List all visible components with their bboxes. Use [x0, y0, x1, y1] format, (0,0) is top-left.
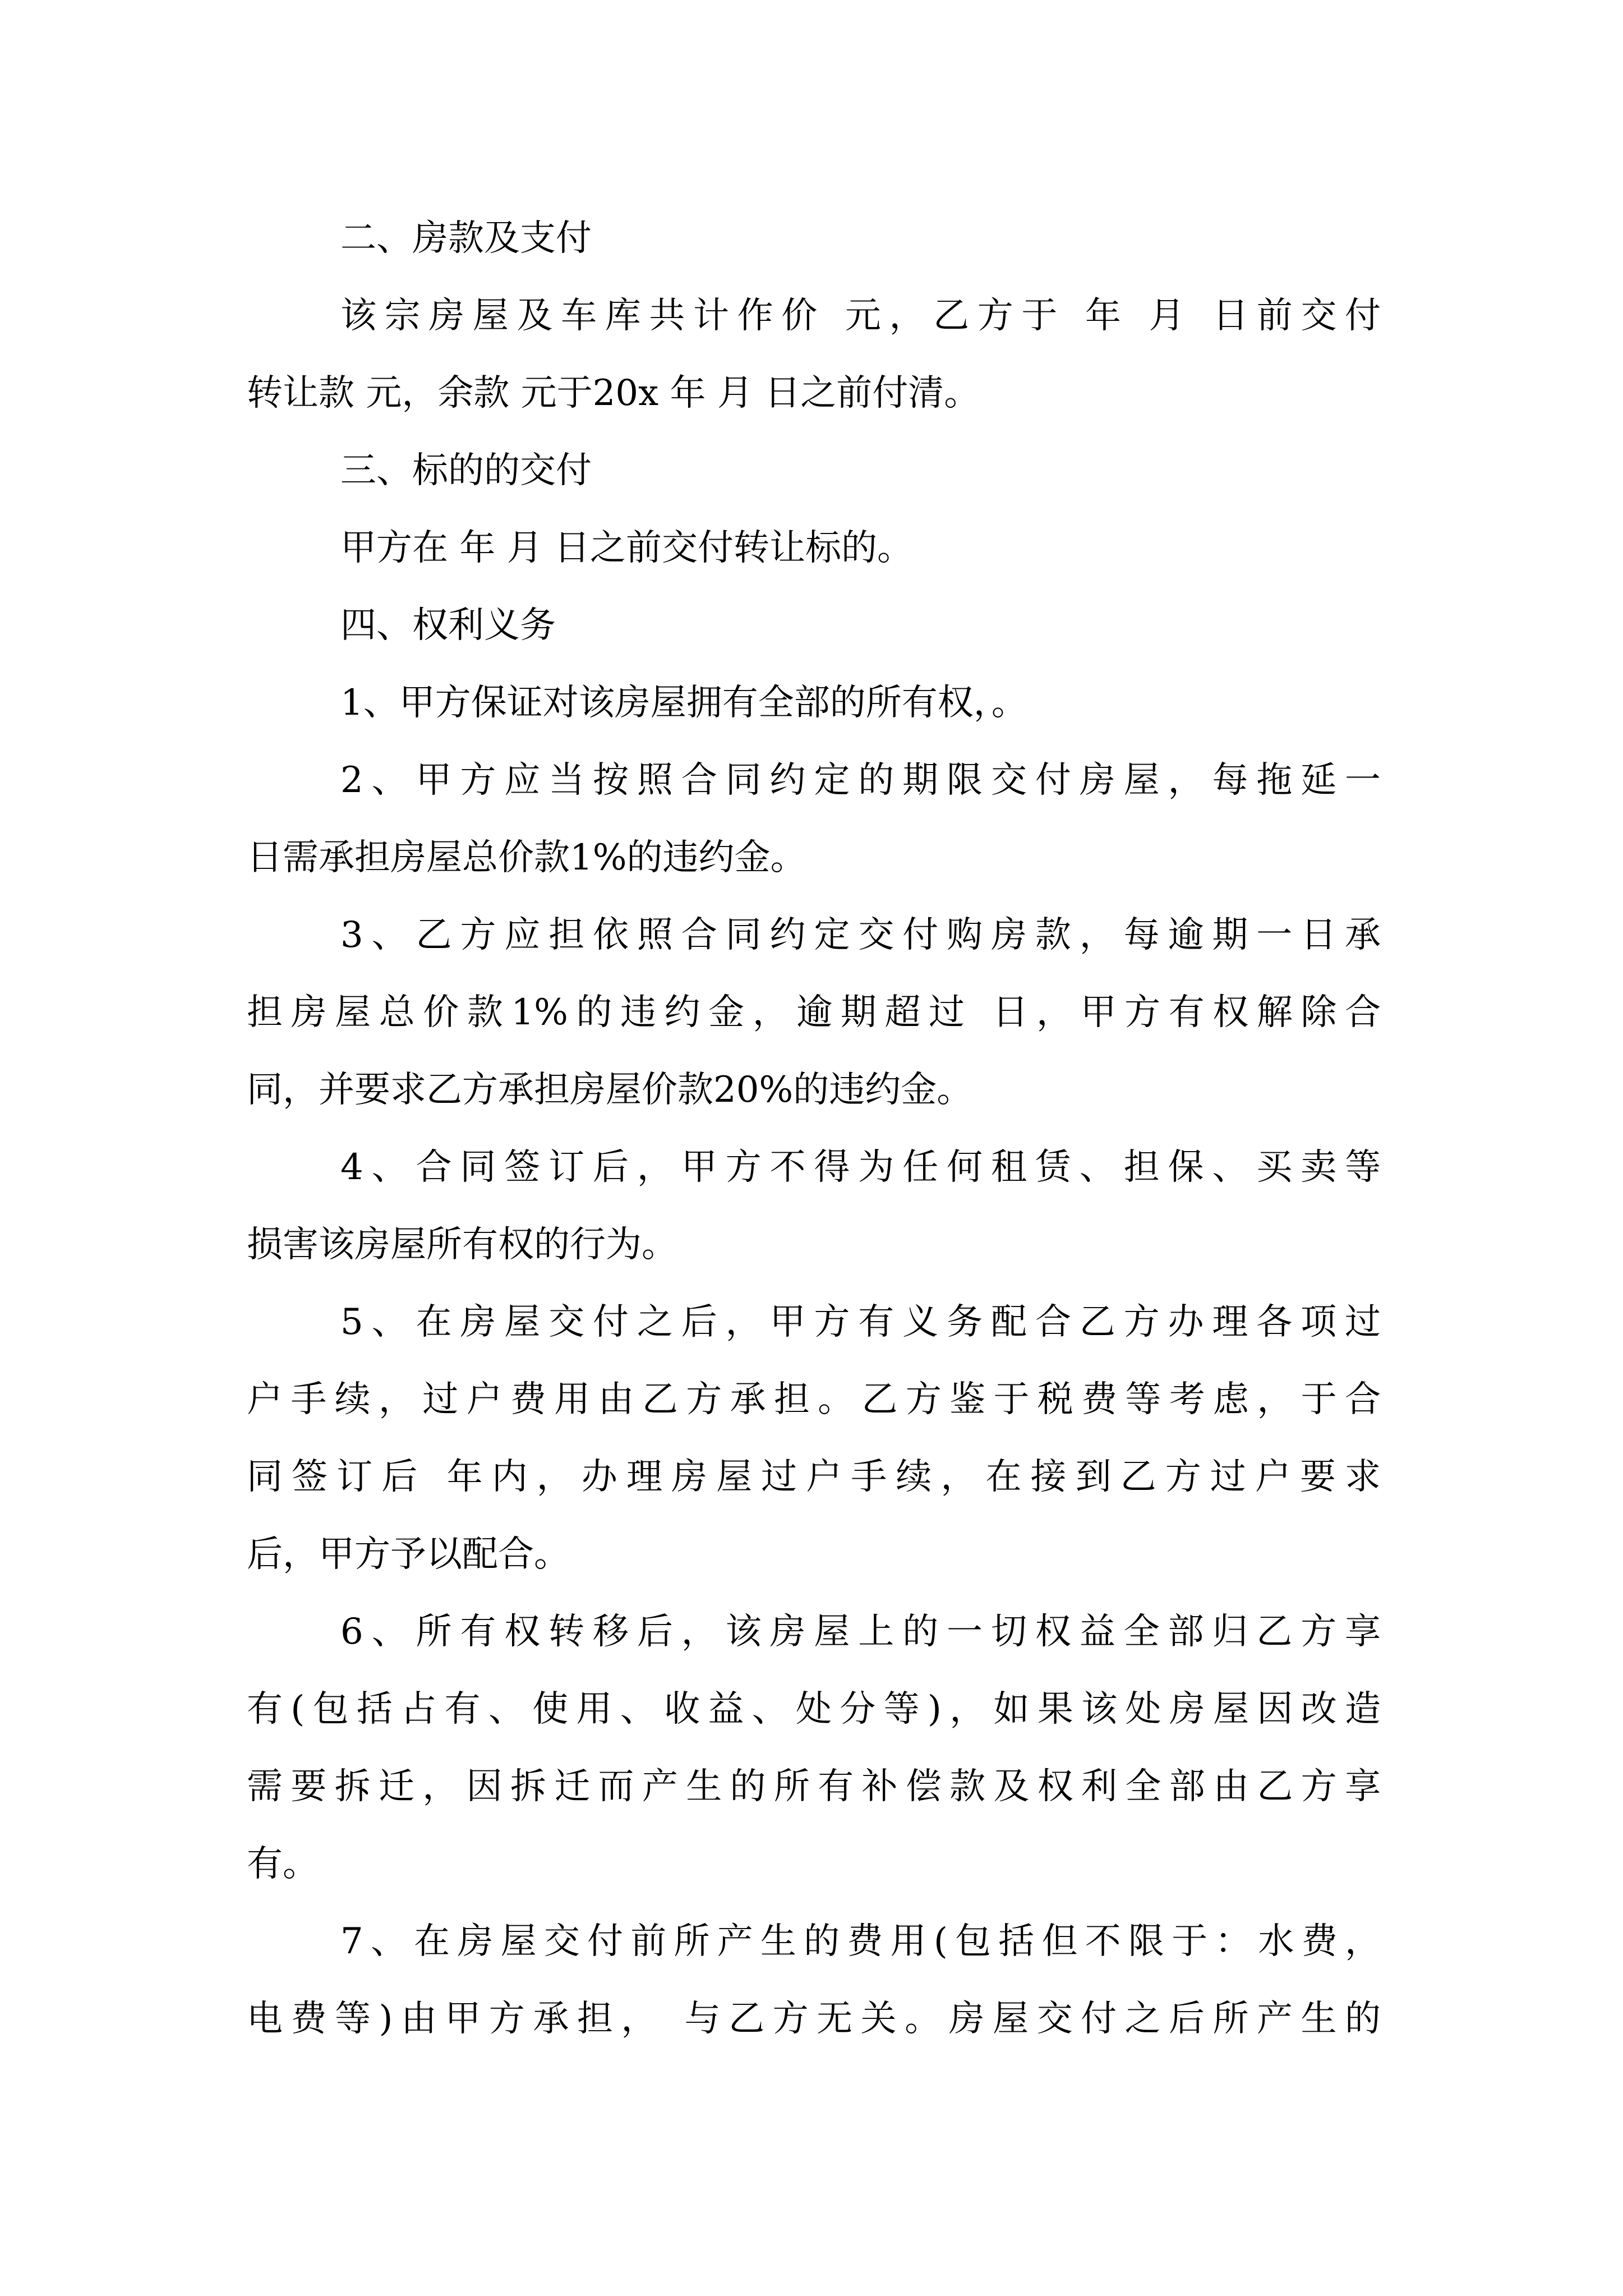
clause-7: 7、在房屋交付前所产生的费用(包括但不限于：水费，: [340, 1921, 1381, 1962]
clause-5: 5、在房屋交付之后，甲方有义务配合乙方办理各项过: [340, 1301, 1381, 1343]
section-heading-payment: 二、房款及支付: [340, 218, 592, 259]
paragraph-line: 该宗房屋及车库共计作价 元，乙方于 年 月 日前交付: [340, 295, 1381, 337]
paragraph-line: 同签订后 年内，办理房屋过户手续，在接到乙方过户要求: [247, 1456, 1381, 1498]
paragraph-line: 转让款 元，余款 元于20x 年 月 日之前付清。: [247, 372, 980, 414]
paragraph-line: 损害该房屋所有权的行为。: [247, 1224, 677, 1266]
paragraph-line: 需要拆迁，因拆迁而产生的所有补偿款及权利全部由乙方享: [247, 1766, 1381, 1807]
paragraph-line: 同，并要求乙方承担房屋价款20%的违约金。: [247, 1069, 973, 1111]
clause-3: 3、乙方应担依照合同约定交付购房款，每逾期一日承: [340, 914, 1381, 956]
paragraph-line: 日需承担房屋总价款1%的违约金。: [247, 837, 806, 878]
paragraph-line: 担房屋总价款1%的违约金，逾期超过 日，甲方有权解除合: [247, 992, 1381, 1033]
clause-1: 1、甲方保证对该房屋拥有全部的所有权，。: [340, 682, 1027, 724]
clause-2: 2、甲方应当按照合同约定的期限交付房屋，每拖延一: [340, 760, 1381, 801]
paragraph-line: 有。: [247, 1843, 319, 1885]
paragraph-line: 甲方在 年 月 日之前交付转让标的。: [340, 527, 914, 569]
section-heading-rights: 四、权利义务: [340, 605, 556, 646]
clause-6: 6、所有权转移后，该房屋上的一切权益全部归乙方享: [340, 1611, 1381, 1653]
clause-4: 4、合同签订后，甲方不得为任何租赁、担保、买卖等: [340, 1147, 1381, 1188]
paragraph-line: 户手续，过户费用由乙方承担。乙方鉴于税费等考虑，于合: [247, 1379, 1381, 1420]
paragraph-line: 后，甲方予以配合。: [247, 1534, 570, 1575]
paragraph-line: 有(包括占有、使用、收益、处分等)，如果该处房屋因改造: [247, 1688, 1381, 1730]
paragraph-line: 电费等)由甲方承担， 与乙方无关。房屋交付之后所产生的: [247, 1998, 1381, 2040]
section-heading-delivery: 三、标的的交付: [340, 450, 592, 491]
